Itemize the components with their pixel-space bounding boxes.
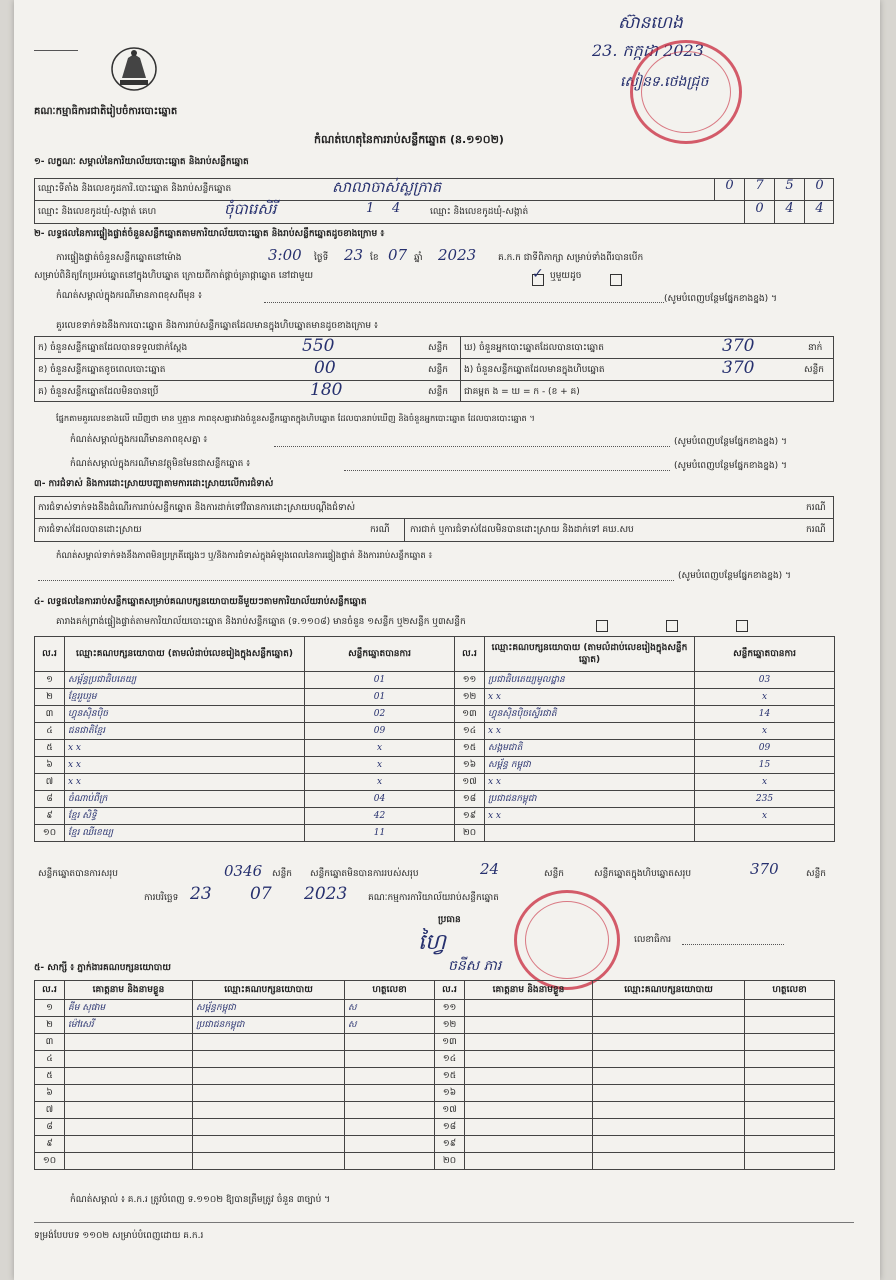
vote-count: 15 bbox=[695, 757, 835, 774]
vote-count: 09 bbox=[695, 740, 835, 757]
witness-name bbox=[465, 1068, 593, 1085]
row-no: ១១ bbox=[435, 1000, 465, 1017]
count-c-value: 180 bbox=[310, 380, 343, 400]
witness-signature bbox=[745, 1136, 835, 1153]
section1-divider bbox=[34, 200, 834, 201]
vote-count: x bbox=[695, 723, 835, 740]
table-row bbox=[35, 1102, 835, 1119]
witness-name: គីម សុផាម bbox=[65, 1000, 193, 1017]
dotted-line bbox=[344, 470, 670, 471]
party-name: ចំណាប់ពីក្រ bbox=[65, 791, 305, 808]
witness-signature bbox=[745, 1119, 835, 1136]
witness-party bbox=[593, 1017, 745, 1034]
witness-name: ម៉ៅសេរី bbox=[65, 1017, 193, 1034]
vote-count: 42 bbox=[305, 808, 455, 825]
vote-count: 04 bbox=[305, 791, 455, 808]
table-row bbox=[35, 791, 835, 808]
witness-signature: ស bbox=[345, 1000, 435, 1017]
witness-party bbox=[593, 1102, 745, 1119]
row-no: ៣ bbox=[35, 1034, 65, 1051]
witness-signature bbox=[745, 1034, 835, 1051]
unit-person: នាក់ bbox=[808, 343, 823, 353]
table-row bbox=[35, 757, 835, 774]
footer-rule bbox=[34, 1222, 854, 1223]
committee-name: គណៈកម្មាធិការជាតិរៀបចំការបោះឆ្នោត bbox=[34, 106, 178, 117]
official-stamp-bottom bbox=[514, 890, 620, 990]
formula: ជាគម្ពត ង = ឃ = ក - (ខ + គ) bbox=[464, 387, 580, 397]
table-row bbox=[35, 1153, 835, 1170]
witness-name bbox=[65, 1136, 193, 1153]
date-label: ការបរិច្ឆេទ bbox=[144, 893, 179, 903]
official-stamp-top bbox=[630, 40, 742, 144]
witness-name bbox=[65, 1102, 193, 1119]
row-no: ១ bbox=[35, 1000, 65, 1017]
unit-sheet: សន្លឹក bbox=[804, 365, 824, 375]
row-no: ១១ bbox=[455, 672, 485, 689]
count-a-value: 550 bbox=[302, 336, 335, 356]
invalid-label: សន្លឹកឆ្នោតមិនបានការរបស់សរុប bbox=[310, 869, 419, 879]
chair-label: ប្រធាន bbox=[438, 915, 461, 925]
month-label: ខែ bbox=[370, 253, 379, 263]
witness-signature bbox=[745, 1153, 835, 1170]
royal-emblem-icon bbox=[108, 44, 160, 94]
section5-title: ៥- សាក្សី ៖ ភ្នាក់ងារគណបក្សនយោបាយ bbox=[34, 963, 171, 973]
code-digit: 0 bbox=[714, 178, 744, 200]
party-name: x x bbox=[485, 689, 695, 706]
vote-count bbox=[695, 825, 835, 842]
count-b-value: 00 bbox=[314, 358, 336, 378]
row-no: ១៧ bbox=[435, 1102, 465, 1119]
witness-party bbox=[193, 1102, 345, 1119]
table-row bbox=[35, 808, 835, 825]
vote-count: x bbox=[695, 689, 835, 706]
commune-code-1: 1 bbox=[366, 201, 375, 216]
code-digit: 0 bbox=[804, 178, 834, 200]
objection-divider-h bbox=[34, 518, 834, 519]
vote-count: 01 bbox=[305, 672, 455, 689]
cases-label: ករណី bbox=[806, 503, 826, 513]
row-no: ៤ bbox=[35, 723, 65, 740]
party-name: សង្គមជាតិ bbox=[485, 740, 695, 757]
unit-sheet: សន្លឹក bbox=[544, 869, 564, 879]
table-row bbox=[35, 1068, 835, 1085]
row-no: ១៤ bbox=[455, 723, 485, 740]
table-row bbox=[35, 825, 835, 842]
section2-line4: គួរលេខទាក់ទងនឹងការបោះឆ្នោត និងការរាប់សន្លឹកឆ្នោតដែលមានក្នុងហិបឆ្នោតមានដូចខាងក្រោម ៖ bbox=[56, 321, 378, 331]
witness-party bbox=[593, 1119, 745, 1136]
col-name: គោត្តនាម និងនាមខ្លួន bbox=[465, 981, 593, 1000]
party-name: x x bbox=[485, 808, 695, 825]
table-row bbox=[35, 1051, 835, 1068]
witness-signature bbox=[345, 1051, 435, 1068]
checkbox-3sheet[interactable] bbox=[734, 616, 750, 635]
witness-party bbox=[193, 1034, 345, 1051]
chair-name: ចនីស ភារ bbox=[448, 958, 502, 974]
row-no: ៩ bbox=[35, 1136, 65, 1153]
witness-table bbox=[34, 980, 835, 1170]
check-line: ផ្នែកតាមគួរលេខខាងលើ ឃើញថា មាន ឬគ្មាន ភាពខុសគ្នារវាងចំនួនសន្លឹកឆ្នោតក្នុងហិបឆ្នោត ដែលបានរាប់ឃើញ និងចំនួនអ្នកបោះឆ្នោត ដែលបានបោះឆ្នោត ។ bbox=[56, 413, 535, 423]
corner-note: ស៊ានហេង bbox=[618, 13, 683, 33]
row-no: ១៣ bbox=[435, 1034, 465, 1051]
day-label: ថ្ងៃទី bbox=[314, 253, 329, 263]
party-name: សម្ព័ន្ធប្រជាធិបតេយ្យ bbox=[65, 672, 305, 689]
section1-title: ១- លក្ខណៈ សម្គាល់នៃការិយាល័យបោះឆ្នោត និងរាប់សន្លឹកឆ្នោត bbox=[34, 157, 249, 167]
col-no: ល.រ bbox=[455, 637, 485, 672]
cases-label: ករណី bbox=[806, 525, 826, 535]
unit-sheet: សន្លឹក bbox=[428, 343, 448, 353]
row-no: ១២ bbox=[455, 689, 485, 706]
witness-signature bbox=[345, 1136, 435, 1153]
table-row bbox=[35, 1017, 835, 1034]
row-no: ៥ bbox=[35, 740, 65, 757]
col-votes: សន្លឹកឆ្នោតបានការ bbox=[695, 637, 835, 672]
votes-table bbox=[34, 636, 835, 842]
witness-signature bbox=[745, 1102, 835, 1119]
objection-divider-v bbox=[404, 518, 405, 542]
row-no: ១៣ bbox=[455, 706, 485, 723]
table-row bbox=[35, 723, 835, 740]
vote-count: 01 bbox=[305, 689, 455, 706]
month-value: 07 bbox=[388, 246, 408, 264]
commune-code-2: 4 bbox=[392, 201, 401, 216]
witness-party: ប្រជាជនកម្ពុជា bbox=[193, 1017, 345, 1034]
code-digit: 5 bbox=[774, 178, 804, 200]
count-d-label: ឃ) ចំនួនអ្នកបោះឆ្នោតដែលបានបោះឆ្នោត bbox=[464, 343, 604, 353]
count-c-label: គ) ចំនួនសន្លឹកឆ្នោតដែលមិនបានប្រើ bbox=[38, 387, 159, 397]
fill-note: (សូមបំពេញបន្ថែមផ្នែកខាងខ្នង) ។ bbox=[674, 437, 787, 447]
witness-name bbox=[465, 1085, 593, 1102]
witness-signature bbox=[745, 1017, 835, 1034]
witness-name bbox=[65, 1119, 193, 1136]
vote-count: 09 bbox=[305, 723, 455, 740]
bullet-2: កំណត់សម្គាល់ក្នុងករណីមានវត្ថុមិនមែនជាសន្លឹកឆ្នោត ៖ bbox=[70, 459, 251, 469]
witness-party bbox=[593, 1000, 745, 1017]
unit-sheet: សន្លឹក bbox=[272, 869, 292, 879]
witness-signature bbox=[345, 1102, 435, 1119]
year-label: ឆ្នាំ bbox=[414, 253, 423, 263]
row-no: ១២ bbox=[435, 1017, 465, 1034]
party-name: x x bbox=[65, 757, 305, 774]
witness-party bbox=[593, 1136, 745, 1153]
form-sheet bbox=[14, 0, 880, 1280]
row-no: ៧ bbox=[35, 774, 65, 791]
counts-divider-v bbox=[460, 336, 461, 402]
checkbox-2sheet[interactable] bbox=[664, 616, 680, 635]
objection-resolved: ការជំទាស់ដែលបានដោះស្រាយ bbox=[38, 525, 142, 535]
witness-signature bbox=[745, 1000, 835, 1017]
witness-signature bbox=[745, 1051, 835, 1068]
time-value: 3:00 bbox=[268, 246, 302, 264]
col-party: ឈ្មោះគណបក្សនយោបាយ bbox=[593, 981, 745, 1000]
vote-count: x bbox=[305, 757, 455, 774]
dotted-line bbox=[264, 302, 664, 303]
row-no: ១ bbox=[35, 672, 65, 689]
witness-signature: ស bbox=[345, 1017, 435, 1034]
table-row bbox=[35, 1085, 835, 1102]
objection-unresolved: ការជាក់ ឬការជំទាស់ដែលមិនបានដោះស្រាយ និងដាក់ទៅ គឃ.សប bbox=[410, 525, 634, 535]
col-sign: ហត្ថលេខា bbox=[745, 981, 835, 1000]
counts-divider-h1 bbox=[34, 358, 834, 359]
checkbox-1sheet[interactable] bbox=[594, 616, 610, 635]
col-votes: សន្លឹកឆ្នោតបានការ bbox=[305, 637, 455, 672]
witness-signature bbox=[345, 1085, 435, 1102]
party-name bbox=[485, 825, 695, 842]
party-name: ហ្វុនស៊ិនប៉ិចស្ទើរជាតិ bbox=[485, 706, 695, 723]
commune-label: ឈ្មោះ និងលេខកូដឃុំ-សង្កាត់ គេហ bbox=[38, 207, 157, 217]
witness-party bbox=[193, 1119, 345, 1136]
party-name: x x bbox=[65, 740, 305, 757]
col-no: ល.រ bbox=[435, 981, 465, 1000]
row-no: ១៤ bbox=[435, 1051, 465, 1068]
witness-name bbox=[465, 1102, 593, 1119]
section2-title: ២- លទ្ធផលនៃការផ្ទៀងផ្ទាត់ចំនួនសន្លឹកឆ្នោតតាមការិយាល័យបោះឆ្នោត និងរាប់សន្លឹកឆ្នោតដូចខាងក្រោម ៖ bbox=[34, 229, 385, 239]
party-name: សម្ព័ន្ធ កម្ពុជា bbox=[485, 757, 695, 774]
col-no: ល.រ bbox=[35, 981, 65, 1000]
checkmark-icon: ✓ bbox=[532, 266, 544, 282]
in-box-value: 370 bbox=[750, 860, 779, 878]
witness-name bbox=[65, 1085, 193, 1102]
bullet-1: កំណត់សម្គាល់ក្នុងករណីមានភាពខុសគ្នា ៖ bbox=[70, 435, 208, 445]
section4-title: ៤- លទ្ធផលនៃការរាប់សន្លឹកឆ្នោតសម្រាប់គណបក្សនយោបាយនីមួយៗតាមការិយាល័យរាប់សន្លឹកឆ្នោត bbox=[34, 597, 367, 607]
table-row bbox=[35, 1136, 835, 1153]
checkbox-no[interactable] bbox=[608, 270, 624, 289]
year-value: 2023 bbox=[438, 246, 477, 264]
table-row bbox=[35, 774, 835, 791]
col-sign: ហត្ថលេខា bbox=[345, 981, 435, 1000]
witness-signature bbox=[345, 1068, 435, 1085]
corner-date: 23. កក្កដា 2023 bbox=[592, 41, 704, 60]
row-no: ១៦ bbox=[455, 757, 485, 774]
table-row bbox=[35, 1034, 835, 1051]
witness-signature bbox=[745, 1085, 835, 1102]
cases-label: ករណី bbox=[370, 525, 390, 535]
row-no: ៤ bbox=[35, 1051, 65, 1068]
row-no: ១០ bbox=[35, 825, 65, 842]
date-year: 2023 bbox=[304, 884, 348, 904]
header-rule bbox=[34, 50, 78, 51]
time-suffix: គ.ក.ក ជាទីពិភាក្សា សម្រាប់ទាំងពីរបានបើក bbox=[498, 253, 644, 263]
row-no: ២០ bbox=[455, 825, 485, 842]
code-digit: 4 bbox=[774, 201, 804, 224]
district-code bbox=[744, 201, 834, 224]
col-party: ឈ្មោះគណបក្សនយោបាយ (តាមលំដាប់លេខរៀងក្នុងសន្លឹកឆ្នោត) bbox=[65, 637, 305, 672]
dotted-line bbox=[38, 580, 674, 581]
row-no: ៩ bbox=[35, 808, 65, 825]
invalid-value: 24 bbox=[480, 860, 500, 878]
row-no: ១០ bbox=[35, 1153, 65, 1170]
vote-count: x bbox=[305, 740, 455, 757]
counting-committee: គណៈកម្មការការិយាល័យរាប់សន្លឹកឆ្នោត bbox=[368, 893, 499, 903]
time-prefix: ការផ្ទៀងផ្ទាត់ចំនួនសន្លឹកឆ្នោតនៅម៉ោង bbox=[56, 253, 182, 263]
day-value: 23 bbox=[344, 246, 364, 264]
witness-name bbox=[65, 1034, 193, 1051]
total-label: សន្លឹកឆ្នោតបានការសរុប bbox=[38, 869, 118, 879]
witness-party bbox=[193, 1068, 345, 1085]
vote-count: x bbox=[695, 808, 835, 825]
fill-note: (សូមបំពេញបន្ថែមផ្នែកខាងខ្នង) ។ bbox=[678, 571, 791, 581]
footnote: កំណត់សម្គាល់ ៖ គ.ក.រ ត្រូវបំពេញ ទ.១១០២ ឱ្យបានត្រឹមត្រូវ ចំនួន ៣ច្បាប់ ។ bbox=[70, 1195, 331, 1205]
count-e-value: 370 bbox=[722, 358, 755, 378]
witness-name bbox=[465, 1017, 593, 1034]
col-party: ឈ្មោះគណបក្សនយោបាយ (តាមលំដាប់លេខរៀងក្នុងសន្លឹកឆ្នោត) bbox=[485, 637, 695, 672]
total-value: 0346 bbox=[224, 862, 263, 880]
vote-count: x bbox=[695, 774, 835, 791]
date-month: 07 bbox=[250, 884, 272, 904]
date-day: 23 bbox=[190, 884, 212, 904]
witness-party bbox=[593, 1153, 745, 1170]
row-no: ៧ bbox=[35, 1102, 65, 1119]
corner-signature: សៀនទ.ថេងជ្រុច bbox=[620, 74, 709, 90]
fill-note: (សូមបំពេញបន្ថែមផ្នែកខាងខ្នង) ។ bbox=[664, 294, 777, 304]
row-no: ២ bbox=[35, 689, 65, 706]
row-no: ២០ bbox=[435, 1153, 465, 1170]
row-no: ៣ bbox=[35, 706, 65, 723]
section3-title: ៣- ការជំទាស់ និងការដោះស្រាយបញ្ហាតាមការដោះស្រាយលើការជំទាស់ bbox=[34, 479, 274, 489]
witness-signature bbox=[345, 1034, 435, 1051]
witness-name bbox=[65, 1068, 193, 1085]
witness-name bbox=[465, 1000, 593, 1017]
code-digit: 4 bbox=[804, 201, 834, 224]
row-no: ១៥ bbox=[455, 740, 485, 757]
row-no: ៦ bbox=[35, 757, 65, 774]
option-label: ឬមួយដូច bbox=[550, 271, 582, 281]
objection-row1: ការជំទាស់ទាក់ទងនឹងដំណើរការរាប់សន្លឹកឆ្នោត និងការដាក់ទៅវិធានការដោះស្រាយបណ្តឹងជំទាស់ bbox=[38, 503, 356, 513]
commune-name: ចុំបារេសិរី bbox=[224, 200, 277, 218]
district-label: ឈ្មោះ និងលេខកូដឃុំ-សង្កាត់ bbox=[430, 207, 529, 217]
row-no: ១៩ bbox=[455, 808, 485, 825]
witness-name bbox=[465, 1119, 593, 1136]
vote-count: 11 bbox=[305, 825, 455, 842]
party-name: ប្រជាជនកម្ពុជា bbox=[485, 791, 695, 808]
chair-signature: ហ្វៃ bbox=[418, 930, 446, 955]
section2-line2: សម្រាប់ពិនិត្យកែប្រអប់ឆ្នោតនៅក្នុងហិបឆ្នោត ក្រោយពីកាត់ផ្តាច់ត្រាផ្កាឆ្នោត នៅជាមួយ bbox=[34, 271, 314, 281]
witness-party bbox=[593, 1051, 745, 1068]
vote-count: 235 bbox=[695, 791, 835, 808]
witness-signature bbox=[345, 1119, 435, 1136]
witness-party bbox=[193, 1051, 345, 1068]
form-footer: ទម្រង់បែបបទ ១១០២ សម្រាប់បំពេញដោយ គ.ក.រ bbox=[34, 1231, 204, 1241]
dotted-line bbox=[274, 446, 670, 447]
code-digit: 7 bbox=[744, 178, 774, 200]
witness-name bbox=[465, 1153, 593, 1170]
col-name: គោត្តនាម និងនាមខ្លួន bbox=[65, 981, 193, 1000]
unit-sheet: សន្លឹក bbox=[806, 869, 826, 879]
witness-name bbox=[465, 1136, 593, 1153]
section2-line3: កំណត់សម្គាល់ក្នុងករណីមានភាពខុសពីមុន ៖ bbox=[56, 291, 202, 301]
table-row bbox=[35, 672, 835, 689]
party-name: ប្រជាធិបតេយ្យមូលដ្ឋាន bbox=[485, 672, 695, 689]
party-name: ជនជាតិខ្មែរ bbox=[65, 723, 305, 740]
row-no: ២ bbox=[35, 1017, 65, 1034]
witness-signature bbox=[745, 1068, 835, 1085]
counts-divider-h2 bbox=[34, 380, 834, 381]
row-no: ១៦ bbox=[435, 1085, 465, 1102]
col-party: ឈ្មោះគណបក្សនយោបាយ bbox=[193, 981, 345, 1000]
row-no: ៨ bbox=[35, 791, 65, 808]
table-row bbox=[35, 689, 835, 706]
code-digit: 0 bbox=[744, 201, 774, 224]
party-name: ខ្មែរ ឈីខេយ្យ bbox=[65, 825, 305, 842]
row-no: ១៥ bbox=[435, 1068, 465, 1085]
station-label: ឈ្មោះទីតាំង និងលេខកូដការិ.បោះឆ្នោត និងរាប់សន្លឹកឆ្នោត bbox=[38, 184, 232, 194]
table-row bbox=[35, 1119, 835, 1136]
station-name: សាលាចាស់ស្លក្រាត bbox=[332, 178, 442, 196]
witness-party bbox=[193, 1085, 345, 1102]
count-b-label: ខ) ចំនួនសន្លឹកឆ្នោតខូចពេលបោះឆ្នោត bbox=[38, 365, 166, 375]
witness-party bbox=[193, 1153, 345, 1170]
form-title: កំណត់ហេតុនៃការរាប់សន្លឹកឆ្នោត (ន.១១០២) bbox=[314, 133, 504, 146]
party-name: x x bbox=[485, 774, 695, 791]
station-code bbox=[714, 178, 834, 200]
witness-signature bbox=[345, 1153, 435, 1170]
count-d-value: 370 bbox=[722, 336, 755, 356]
row-no: ៦ bbox=[35, 1085, 65, 1102]
row-no: ១៨ bbox=[455, 791, 485, 808]
witness-name bbox=[65, 1051, 193, 1068]
objection-note: កំណត់សម្គាល់ទាក់ទងនឹងភាពមិនប្រក្រតីផ្សេងៗ ឬ/និងការជំទាស់ក្នុងអំឡុងពេលនៃការផ្ទៀងផ្ទាត់ និងការរាប់សន្លឹកឆ្នោត ៖ bbox=[56, 551, 433, 561]
row-no: ១៧ bbox=[455, 774, 485, 791]
unit-sheet: សន្លឹក bbox=[428, 365, 448, 375]
section4-line: គារាងគក់ព្រាង់ផ្ទៀងផ្ទាត់តាមការិយាល័យបោះឆ្នោត និងរាប់សន្លឹកឆ្នោត (ទ.១១០៨) មានចំនួន ១សន្លឹក ឬ២សន្លឹក ឬ៣សន្លឹក bbox=[56, 617, 466, 627]
vote-count: 02 bbox=[305, 706, 455, 723]
party-name: x x bbox=[485, 723, 695, 740]
witness-name bbox=[465, 1034, 593, 1051]
witness-party bbox=[593, 1068, 745, 1085]
witness-party: សម្ព័ន្ធកម្ពុជា bbox=[193, 1000, 345, 1017]
witness-party bbox=[193, 1136, 345, 1153]
party-name: ខ្មែរ សិទ្ធិ bbox=[65, 808, 305, 825]
party-name: ខ្មែររួបរួម bbox=[65, 689, 305, 706]
witness-name bbox=[465, 1051, 593, 1068]
row-no: ១៨ bbox=[435, 1119, 465, 1136]
table-row bbox=[35, 740, 835, 757]
witness-party bbox=[593, 1034, 745, 1051]
party-name: x x bbox=[65, 774, 305, 791]
witness-name bbox=[65, 1153, 193, 1170]
col-no: ល.រ bbox=[35, 637, 65, 672]
vote-count: 03 bbox=[695, 672, 835, 689]
witness-party bbox=[593, 1085, 745, 1102]
vote-count: 14 bbox=[695, 706, 835, 723]
secretary-label: លេខាធិការ bbox=[634, 935, 672, 945]
count-e-label: ង) ចំនួនសន្លឹកឆ្នោតដែលមានក្នុងហិបឆ្នោត bbox=[464, 365, 605, 375]
dotted-line bbox=[682, 944, 784, 945]
unit-sheet: សន្លឹក bbox=[428, 387, 448, 397]
count-a-label: ក) ចំនួនសន្លឹកឆ្នោតដែលបានទទួលជាក់ស្តែង bbox=[38, 343, 188, 353]
row-no: ៥ bbox=[35, 1068, 65, 1085]
row-no: ១៩ bbox=[435, 1136, 465, 1153]
fill-note: (សូមបំពេញបន្ថែមផ្នែកខាងខ្នង) ។ bbox=[674, 461, 787, 471]
table-row bbox=[35, 1000, 835, 1017]
table-row bbox=[35, 706, 835, 723]
row-no: ៨ bbox=[35, 1119, 65, 1136]
in-box-label: សន្លឹកឆ្នោតក្នុងហិបឆ្នោតសរុប bbox=[594, 869, 692, 879]
vote-count: x bbox=[305, 774, 455, 791]
party-name: ហ្វុនស៊ិនប៉ិច bbox=[65, 706, 305, 723]
